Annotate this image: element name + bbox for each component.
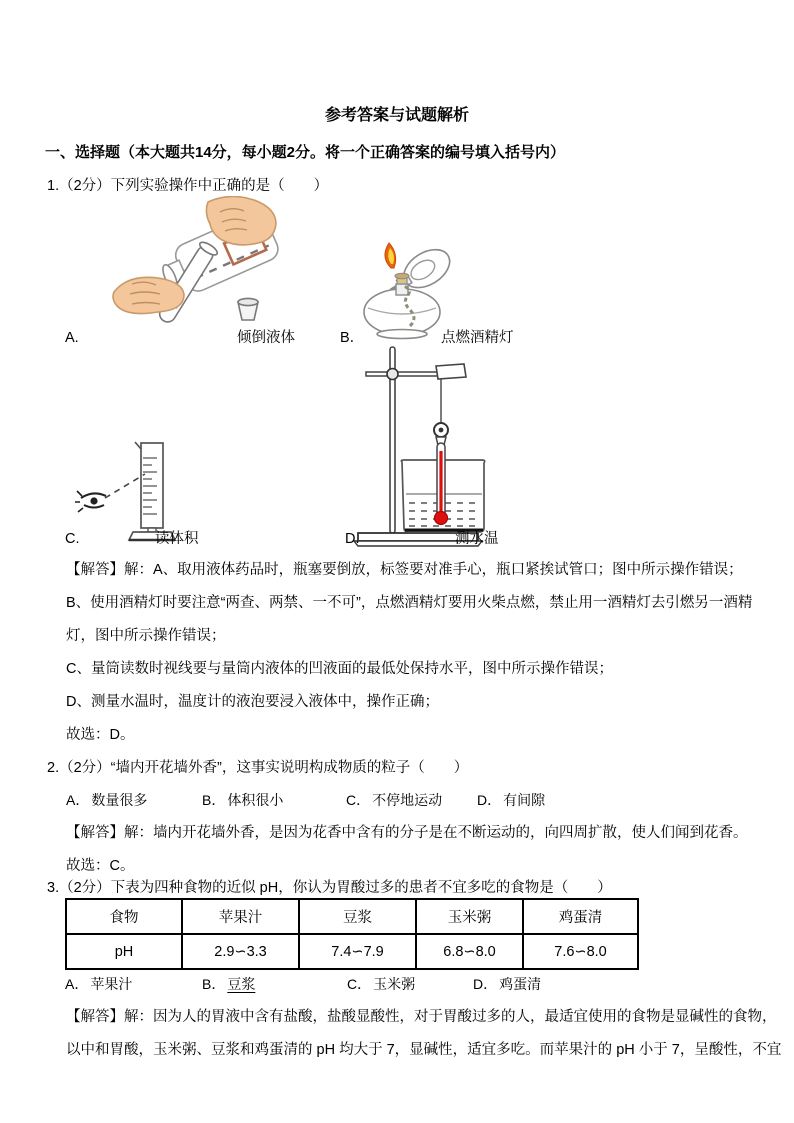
figure-a-key: A. <box>65 330 79 346</box>
q3-option-c: C． 玉米粥 <box>347 976 416 992</box>
ph-table <box>65 898 639 970</box>
figure-c-key: C. <box>65 531 80 547</box>
q3-explanation-line: 以中和胃酸，玉米粥、豆浆和鸡蛋清的 pH 均大于 7，显碱性，适宜多吃。而苹果汁的 pH 小于 7，呈酸性，不宜 <box>66 1042 782 1058</box>
q2-option-c: C． 不停地运动 <box>346 792 443 808</box>
q3-option-b: B． 豆浆 <box>202 976 256 992</box>
figure-d-key: D. <box>345 531 360 547</box>
page-title: 参考答案与试题解析 <box>324 107 469 124</box>
ph-table-cell: 7.4∽7.9 <box>299 934 416 969</box>
figure-b-key: B． <box>340 330 365 346</box>
ph-table-value-row <box>66 934 638 969</box>
section-heading: 一、选择题（本大题共14分，每小题2分。将一个正确答案的编号填入括号内） <box>45 144 566 161</box>
graduated-cylinder <box>129 442 175 540</box>
question-2: 2.（2分）“墙内开花墙外香”，这事实说明构成物质的粒子（ ） <box>47 760 469 776</box>
q1-explanation-line: 灯，图中所示操作错误； <box>66 628 226 644</box>
q3-option-d: D． 鸡蛋清 <box>473 976 542 992</box>
sight-line <box>105 474 145 498</box>
ph-table-cell: 苹果汁 <box>182 899 299 934</box>
q2-option-a: A． 数量很多 <box>66 792 148 808</box>
q1-explanation-line: D、测量水温时，温度计的液泡要浸入液体中，操作正确； <box>66 694 439 710</box>
bottle-stopper <box>238 298 258 320</box>
ph-table-cell: 6.8∽8.0 <box>416 934 523 969</box>
q2-option-b: B． 体积很小 <box>202 792 284 808</box>
q2-explanation-line: 【解答】解：墙内开花墙外香，是因为花香中含有的分子是在不断运动的，向四周扩散，使人们闻到花香。 <box>66 825 748 841</box>
figure-d-caption: 测水温 <box>455 531 499 547</box>
figure-pour-liquid-illustration <box>70 196 310 332</box>
q3-option-a: A． 苹果汁 <box>65 976 133 992</box>
q1-answer: 故选：D。 <box>66 727 135 743</box>
q2-option-d: D． 有间隙 <box>477 792 546 808</box>
ph-table-cell: 鸡蛋清 <box>523 899 638 934</box>
ph-table-cell: 玉米粥 <box>416 899 523 934</box>
ph-table-cell: 2.9∽3.3 <box>182 934 299 969</box>
thermometer <box>435 443 448 525</box>
figure-c-caption: 读体积 <box>155 531 199 547</box>
question-3: 3.（2分）下表为四种食物的近似 pH，你认为胃酸过多的患者不宜多吃的食物是（ ） <box>47 880 612 896</box>
figure-a-caption: 倾倒液体 <box>237 330 295 346</box>
figure-measure-water-temperature-illustration <box>352 345 502 547</box>
flame <box>385 243 396 268</box>
ph-table-cell: 7.6∽8.0 <box>523 934 638 969</box>
figure-light-alcohol-lamp-illustration <box>350 242 462 342</box>
q1-explanation-line: 【解答】解：A、取用液体药品时，瓶塞要倒放，标签要对准手心，瓶口紧挨试管口；图中所示操作错误； <box>66 562 743 578</box>
ph-table-cell: 豆浆 <box>299 899 416 934</box>
q1-explanation-line: B、使用酒精灯时要注意“两查、两禁、一不可”，点燃酒精灯要用火柴点燃，禁止用一酒精灯去引燃另一酒精 <box>66 595 753 611</box>
question-1: 1.（2分）下列实验操作中正确的是（ ） <box>47 178 329 194</box>
figure-b-caption: 点燃酒精灯 <box>441 330 514 346</box>
q1-explanation-line: C、量筒读数时视线要与量筒内液体的凹液面的最低处保持水平，图中所示操作错误； <box>66 661 613 677</box>
q2-answer: 故选：C。 <box>66 858 135 874</box>
ph-table-header-row <box>66 899 638 934</box>
eye-icon <box>75 491 106 512</box>
ph-table-cell: 食物 <box>66 899 182 934</box>
q3-explanation-line: 【解答】解：因为人的胃液中含有盐酸，盐酸显酸性，对于胃酸过多的人，最适宜使用的食物是显碱性的食物， <box>66 1009 777 1025</box>
ph-table-cell: pH <box>66 934 182 969</box>
